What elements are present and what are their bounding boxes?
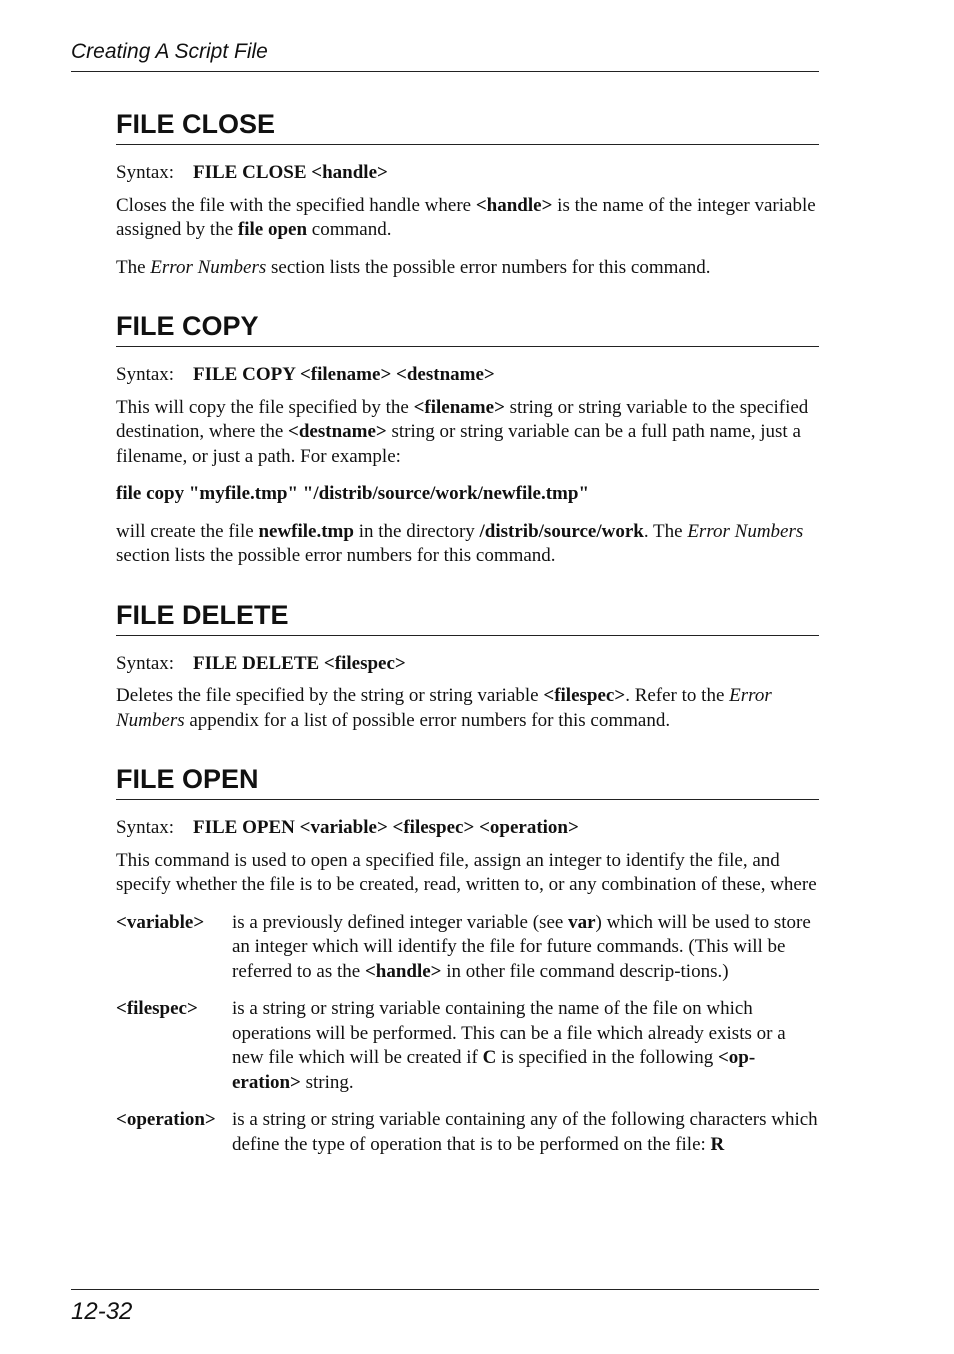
syntax-label: Syntax: [116, 652, 175, 674]
text-bold: <destname> [288, 421, 387, 442]
definition-term: <operation> [116, 1109, 216, 1130]
text-bold: <op-eration> [232, 1047, 756, 1093]
section-file-delete [116, 599, 819, 734]
text-bold: <handle> [475, 194, 553, 216]
syntax-text: FILE DELETE <filespec> [193, 652, 406, 674]
text: . The [643, 520, 688, 542]
syntax-line [116, 652, 819, 677]
text-bold: <filename> [413, 396, 505, 418]
paragraph: This command is used to open a specified file, assign an integer to identify the file, and specify whether the file is to be created, read, written to, or any combination of these, where [116, 849, 817, 895]
text: is specified in the following [496, 1047, 718, 1068]
syntax-text: FILE CLOSE <handle> [193, 162, 388, 183]
text-bold: R [710, 1133, 725, 1155]
paragraph [116, 256, 819, 281]
text-bold: var [568, 911, 596, 933]
text-italic: Error Numbers [116, 685, 772, 731]
text: string. [300, 1071, 354, 1093]
text: The [116, 256, 151, 278]
text-bold: newfile.tmp [258, 520, 354, 542]
text: in other file command descrip-tions.) [441, 960, 729, 982]
text: string or string variable to the specified destination, where the [116, 396, 809, 442]
definition-filespec [116, 997, 819, 1095]
text: Closes the file with the specified handle where [116, 194, 476, 216]
text: command. [307, 219, 392, 240]
text: will create the file [116, 520, 259, 542]
syntax-line [116, 816, 819, 841]
definition-operation [116, 1108, 819, 1157]
paragraph [116, 684, 819, 733]
text: This will copy the file specified by the [116, 396, 414, 418]
text: Deletes the file specified by the string or string variable [116, 685, 544, 706]
text-bold: /distrib/source/work [479, 520, 644, 542]
section-title: FILE OPEN [116, 763, 819, 800]
running-header: Creating A Script File [71, 40, 268, 63]
definition-term: <filespec> [116, 998, 198, 1019]
text: section lists the possible error numbers for this command. [266, 256, 711, 278]
example-command: file copy "myfile.tmp" "/distrib/source/work/newfile.tmp" [116, 483, 589, 504]
section-title: FILE COPY [116, 310, 819, 347]
text: string or string variable can be a full path name, just a filename, or just a path. For example: [116, 421, 801, 467]
text: is the name of the integer variable assigned by the [116, 194, 816, 240]
definition-term: <variable> [116, 911, 205, 933]
definition-body [232, 1108, 819, 1157]
section-title: FILE CLOSE [116, 108, 819, 145]
syntax-label: Syntax: [116, 364, 175, 385]
text-bold: C [482, 1047, 497, 1068]
text: appendix for a list of possible error numbers for this command. [184, 709, 671, 731]
syntax-line [116, 161, 819, 186]
section-title: FILE DELETE [116, 599, 819, 636]
syntax-text: FILE COPY <filename> <destname> [193, 364, 495, 385]
footer-rule [71, 1289, 819, 1290]
section-file-open [116, 763, 819, 1157]
definition-body [232, 911, 819, 985]
section-file-copy [116, 310, 819, 569]
text: is a string or string variable containing any of the following characters which define the type of operation that is to be performed on the file: [232, 1109, 818, 1155]
syntax-label: Syntax: [116, 817, 175, 838]
section-file-close [116, 108, 819, 280]
definition-body [232, 997, 819, 1095]
syntax-text: FILE OPEN <variable> <filespec> <operation> [193, 817, 579, 838]
page-content [116, 108, 819, 1187]
page-number: 12-32 [71, 1298, 133, 1325]
text: is a string or string variable containing the name of the file on which operations will be performed. This can be a file which already exists or a new file which will be created if [232, 998, 786, 1068]
text: in the directory [353, 520, 480, 542]
text-bold: <filespec> [543, 685, 626, 706]
text-bold: file open [237, 219, 308, 240]
definition-variable [116, 911, 819, 985]
paragraph [116, 520, 819, 569]
syntax-line [116, 363, 819, 388]
text: is a previously defined integer variable (see [232, 911, 569, 933]
text-italic: Error Numbers [150, 256, 267, 278]
text: . Refer to the [625, 685, 730, 706]
text-italic: Error Numbers [687, 520, 804, 542]
paragraph [116, 396, 819, 470]
syntax-label: Syntax: [116, 162, 175, 183]
text-bold: <handle> [364, 960, 442, 982]
code-example [116, 482, 819, 507]
text: section lists the possible error numbers for this command. [116, 545, 556, 566]
header-rule [71, 71, 819, 72]
paragraph [116, 194, 819, 243]
text: ) which will be used to store an integer which will identify the file for future commands. (This will be referred to as the [232, 911, 811, 982]
